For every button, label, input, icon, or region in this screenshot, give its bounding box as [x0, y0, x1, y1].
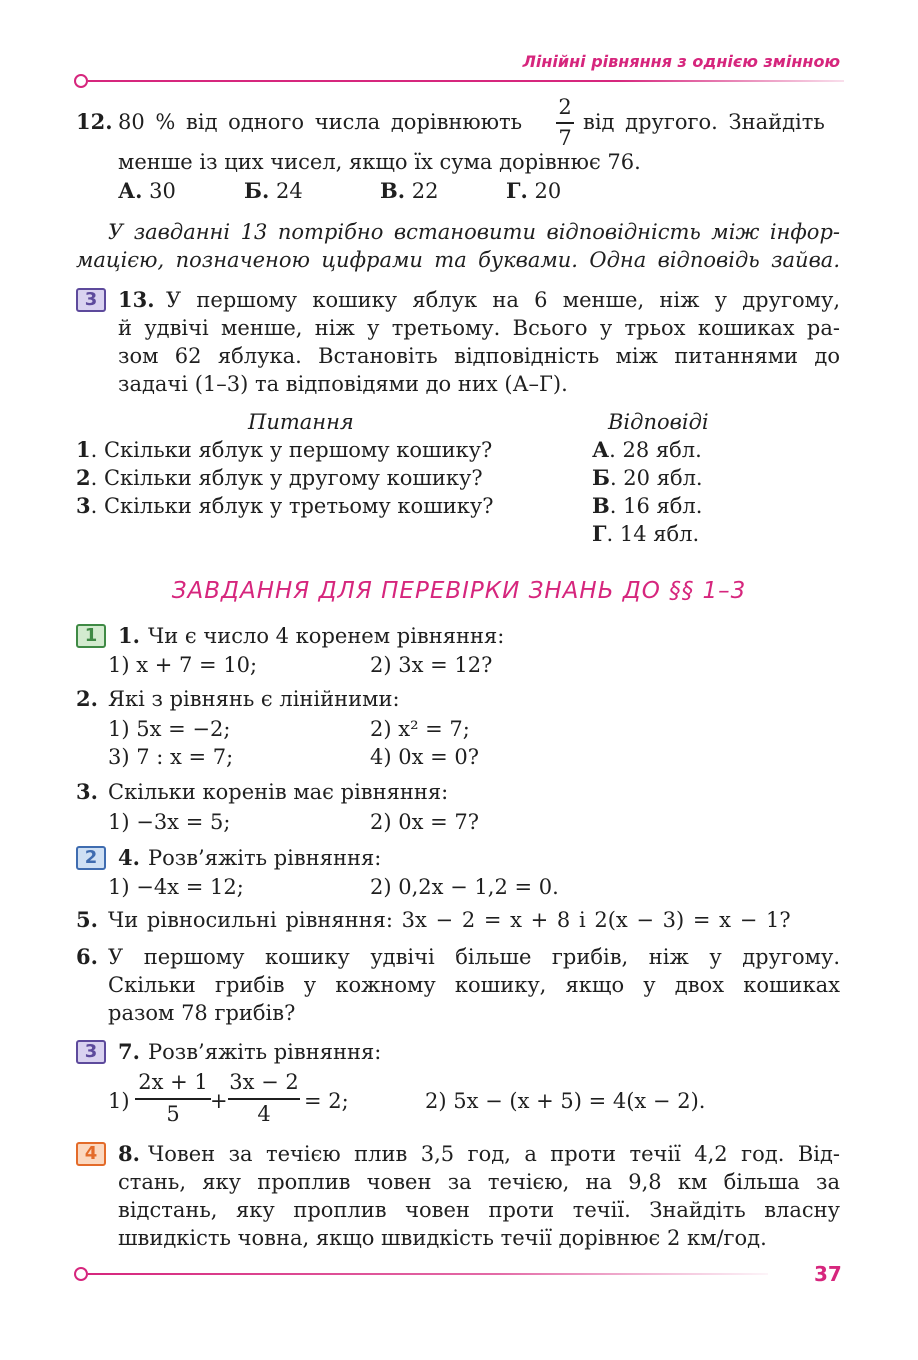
check-3-eq-b: 2) 0x = 7? — [370, 810, 479, 834]
check-4-number: 4. — [118, 845, 140, 870]
check-1-eq-a: 1) x + 7 = 10; — [108, 653, 258, 677]
check-6-line-2: Скільки грибів у кожному кошику, якщо у двох кошиках — [108, 973, 840, 997]
instruction-line-2: мацією, позначеною цифрами та буквами. Одна відповідь зайва. — [76, 248, 840, 272]
rule-ring-icon — [74, 1267, 88, 1281]
check-7-plus: + — [210, 1089, 228, 1113]
check-3-number: 3. — [76, 779, 98, 804]
task-13-line-1: У першому кошику яблук на 6 менше, ніж у другому, — [166, 288, 840, 312]
check-4-text: Розв’яжіть рівняння: — [148, 846, 382, 870]
check-8-line-4: швидкість човна, якщо швидкість течії дорівнює 2 км/год. — [118, 1226, 767, 1250]
footer-rule — [88, 1273, 768, 1275]
check-7-text: Розв’яжіть рівняння: — [148, 1040, 382, 1064]
answer-a: А. 28 ябл. — [592, 437, 702, 462]
check-3-eq-a: 1) −3x = 5; — [108, 810, 231, 834]
level-1-badge-icon: 1 — [76, 624, 106, 648]
check-2-text: Які з рівнянь є лінійними: — [108, 687, 400, 711]
answer-c: В. 16 ябл. — [592, 493, 703, 518]
check-7-eq-a-prefix: 1) — [108, 1089, 130, 1113]
check-6-line-3: разом 78 грибів? — [108, 1001, 296, 1025]
task-12-line-2: менше із цих чисел, якщо їх сума дорівнює 76. — [118, 150, 641, 174]
check-4-eq-a: 1) −4x = 12; — [108, 875, 244, 899]
check-5-text: Чи рівносильні рівняння: 3x − 2 = x + 8 і 2(x − 3) = x − 1? — [108, 908, 791, 932]
task-12-option-d: Г. 20 — [506, 178, 562, 203]
task-13-line-4: задачі (1–3) та відповідями до них (А–Г). — [118, 372, 568, 396]
check-6-number: 6. — [76, 944, 98, 969]
rule-ring-icon — [74, 74, 88, 88]
header-rule — [88, 80, 844, 82]
check-8-line-1: Човен за течією плив 3,5 год, а проти течії 4,2 год. Від- — [148, 1142, 840, 1166]
check-7-eq-b: 2) 5x − (x + 5) = 4(x − 2). — [425, 1089, 706, 1113]
task-12-option-a: А. 30 — [118, 178, 176, 203]
task-13-line-2: й удвічі менше, ніж у третьому. Всього у трьох кошиках ра- — [118, 316, 840, 340]
check-6-line-1: У першому кошику удвічі більше грибів, ніж у другому. — [108, 945, 840, 969]
check-7-frac-1-numerator: 2x + 1 — [138, 1070, 208, 1094]
check-2-eq-a: 1) 5x = −2; — [108, 717, 231, 741]
level-3-badge-icon: 3 — [76, 288, 106, 312]
check-4-eq-b: 2) 0,2x − 1,2 = 0. — [370, 875, 559, 899]
task-13-line-3: зом 62 яблука. Встановіть відповідність між питаннями до — [118, 344, 840, 368]
running-header: Лінійні рівняння з однією змінною — [522, 52, 840, 71]
section-title: ЗАВДАННЯ ДЛЯ ПЕРЕВІРКИ ЗНАНЬ ДО §§ 1–3 — [171, 578, 747, 604]
task-12-option-c: В. 22 — [380, 178, 439, 203]
check-1-text: Чи є число 4 коренем рівняння: — [148, 624, 505, 648]
check-8-number: 8. — [118, 1141, 140, 1166]
question-1: 1. Скільки яблук у першому кошику? — [76, 437, 493, 462]
check-8-line-2: стань, яку проплив човен за течією, на 9,8 км більша за — [118, 1170, 840, 1194]
page-number: 37 — [814, 1262, 842, 1286]
check-2-number: 2. — [76, 686, 98, 711]
check-2-eq-d: 4) 0x = 0? — [370, 745, 479, 769]
question-3: 3. Скільки яблук у третьому кошику? — [76, 493, 494, 518]
check-7-frac-2-numerator: 3x − 2 — [229, 1070, 299, 1094]
check-2-eq-b: 2) x² = 7; — [370, 717, 470, 741]
task-13-number: 13. — [118, 287, 155, 312]
check-1-eq-b: 2) 3x = 12? — [370, 653, 493, 677]
task-12-fraction-numerator: 2 — [558, 95, 572, 119]
level-2-badge-icon: 2 — [76, 846, 106, 870]
level-4-badge-icon: 4 — [76, 1142, 106, 1166]
task-12-text-b: від другого. Знайдіть — [583, 110, 825, 134]
instruction-line-1: У завданні 13 потрібно встановити відповідність між інфор- — [108, 220, 840, 244]
check-7-frac-2-denominator: 4 — [257, 1102, 271, 1126]
check-7-frac-1-denominator: 5 — [166, 1102, 180, 1126]
task-12-text-a: 80 % від одного числа дорівнюють — [118, 110, 523, 134]
check-2-eq-c: 3) 7 : x = 7; — [108, 745, 234, 769]
questions-header: Питання — [248, 410, 354, 434]
check-5-number: 5. — [76, 907, 98, 932]
answers-header: Відповіді — [608, 410, 709, 434]
task-12-number: 12. — [76, 109, 113, 134]
check-8-line-3: відстань, яку проплив човен проти течії. Знайдіть власну — [118, 1198, 840, 1222]
answer-d: Г. 14 ябл. — [592, 521, 700, 546]
check-7-number: 7. — [118, 1039, 140, 1064]
question-2: 2. Скільки яблук у другому кошику? — [76, 465, 483, 490]
answer-b: Б. 20 ябл. — [592, 465, 703, 490]
level-3-badge-icon: 3 — [76, 1040, 106, 1064]
check-1-number: 1. — [118, 623, 140, 648]
check-3-text: Скільки коренів має рівняння: — [108, 780, 449, 804]
check-7-eq-a-suffix: = 2; — [304, 1089, 349, 1113]
task-12-option-b: Б. 24 — [244, 178, 303, 203]
task-12-fraction-denominator: 7 — [558, 126, 572, 150]
